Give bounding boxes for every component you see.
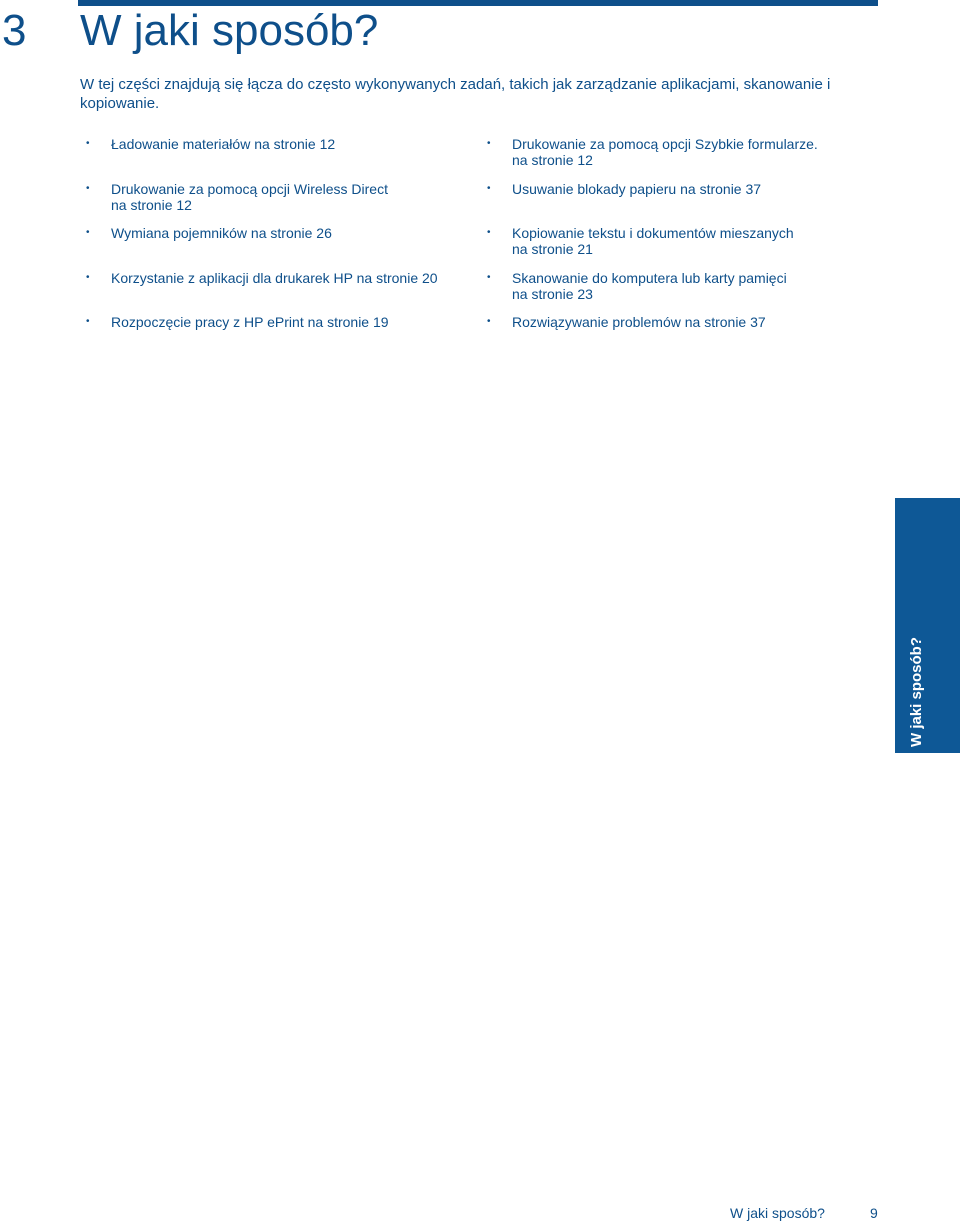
bullet-icon: • bbox=[487, 316, 491, 327]
side-tab-label: W jaki sposób? bbox=[908, 636, 925, 747]
list-item bbox=[487, 181, 867, 226]
list-item bbox=[86, 181, 466, 226]
list-item bbox=[86, 270, 466, 315]
bullet-icon: • bbox=[86, 227, 90, 238]
footer-title: W jaki sposób? bbox=[730, 1205, 825, 1221]
link-solve-problems[interactable]: Rozwiązywanie problemów na stronie 37 bbox=[512, 314, 766, 330]
link-scan-to-computer[interactable]: Skanowanie do komputera lub karty pamięci na stronie 23 bbox=[512, 269, 787, 302]
chapter-number: 3 bbox=[2, 6, 27, 55]
bullet-icon: • bbox=[86, 271, 90, 283]
bullet-icon: • bbox=[487, 227, 491, 238]
link-clear-paper-jam[interactable]: Usuwanie blokady papieru na stronie 37 bbox=[512, 180, 762, 197]
link-wireless-direct[interactable]: Drukowanie za pomocą opcji Wireless Direct na stronie 12 bbox=[111, 180, 388, 213]
list-item bbox=[487, 270, 867, 315]
link-hp-eprint[interactable]: Rozpoczęcie pracy z HP ePrint na stronie 19 bbox=[111, 314, 389, 330]
bullet-icon: • bbox=[86, 316, 90, 327]
intro-paragraph: W tej części znajdują się łącza do często wykonywanych zadań, takich jak zarządzanie aplikacjami, skanowanie i kopiowanie. bbox=[80, 76, 831, 112]
link-replace-cartridges[interactable]: Wymiana pojemników na stronie 26 bbox=[111, 225, 332, 241]
list-item bbox=[487, 136, 867, 181]
list-item bbox=[86, 136, 466, 181]
chapter-title: W jaki sposób? bbox=[80, 6, 379, 55]
link-list-left bbox=[86, 136, 466, 359]
link-copy-documents[interactable]: Kopiowanie tekstu i dokumentów mieszanych na stronie 21 bbox=[512, 225, 794, 257]
list-item bbox=[86, 314, 466, 359]
bullet-icon: • bbox=[86, 138, 90, 149]
side-tab bbox=[895, 498, 960, 753]
list-item bbox=[487, 225, 867, 270]
link-printer-apps[interactable]: Korzystanie z aplikacji dla drukarek HP na stronie 20 bbox=[111, 269, 438, 286]
list-item bbox=[86, 225, 466, 270]
bullet-icon: • bbox=[487, 271, 491, 283]
footer-page-number: 9 bbox=[870, 1205, 878, 1221]
list-item bbox=[487, 314, 867, 359]
link-quick-forms[interactable]: Drukowanie za pomocą opcji Szybkie formularze. na stronie 12 bbox=[512, 136, 818, 168]
bullet-icon: • bbox=[86, 182, 90, 194]
link-list-right bbox=[487, 136, 867, 359]
link-loading-media[interactable]: Ładowanie materiałów na stronie 12 bbox=[111, 136, 336, 152]
bullet-icon: • bbox=[487, 138, 491, 149]
bullet-icon: • bbox=[487, 182, 491, 194]
